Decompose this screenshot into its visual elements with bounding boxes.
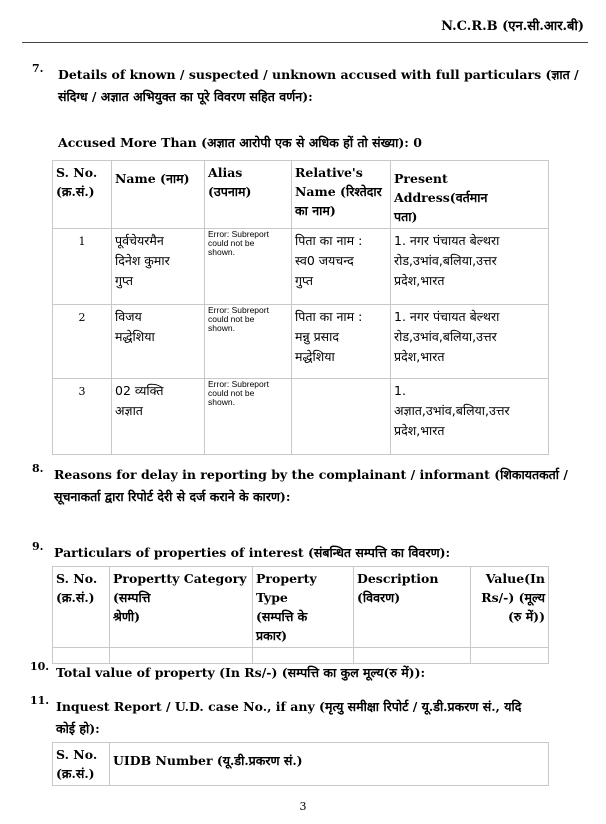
row-name-line: 02 व्यक्ति	[115, 383, 164, 398]
col-sno-label: S. No.	[56, 747, 98, 762]
row-alias-line: could not be	[208, 388, 255, 398]
row-address-line: 1. नगर पंचायत बेल्थरा	[394, 233, 500, 248]
section-11-number: 11.	[30, 694, 50, 707]
row-sno: 2	[53, 305, 112, 379]
row-relative	[292, 379, 391, 455]
row-alias-line: could not be	[208, 238, 255, 248]
row-alias-line: shown.	[208, 323, 235, 333]
row-alias-line: Error: Subreport	[208, 229, 269, 239]
col-uidb	[110, 743, 549, 786]
col-category-line1: Propertty Category	[113, 571, 247, 586]
row-address	[391, 305, 549, 379]
row-alias-line: Error: Subreport	[208, 305, 269, 315]
row-address-line: अज्ञात,उभांव,बलिया,उत्तर	[394, 403, 510, 418]
col-type-line1: Property Type	[256, 571, 317, 605]
col-value-line3: (रु में))	[507, 609, 545, 624]
row-address-line: प्रदेश,भारत	[394, 349, 445, 364]
section-8-heading-line2: सूचनाकर्ता द्वारा रिपोर्ट देरी से दर्ज कराने के कारण):	[54, 489, 291, 504]
col-description-line1: Description	[357, 571, 439, 586]
section-11-heading	[56, 696, 596, 740]
inquest-table	[52, 742, 549, 786]
section-8-heading-line1: Reasons for delay in reporting by the complainant / informant (शिकायतकर्ता /	[54, 467, 568, 482]
row-name	[112, 229, 205, 305]
section-11-heading-line1: Inquest Report / U.D. case No., if any (मृत्यु समीक्षा रिपोर्ट / यू.डी.प्रकरण सं., यदि	[56, 699, 522, 714]
col-category-line2: (सम्पत्ति	[113, 590, 151, 605]
section-8-heading	[54, 464, 594, 508]
row-relative-line: स्व0 जयचन्द	[295, 253, 354, 268]
row-name-line: विजय	[115, 309, 142, 324]
row-address-line: रोड,उभांव,बलिया,उत्तर	[394, 329, 497, 344]
col-address	[391, 161, 549, 229]
row-relative-line: मन्नु प्रसाद	[295, 329, 340, 344]
row-relative-line: पिता का नाम :	[295, 233, 363, 248]
col-sno	[53, 743, 110, 786]
row-address-line: प्रदेश,भारत	[394, 423, 445, 438]
page-number: 3	[299, 800, 307, 813]
row-alias	[205, 379, 292, 455]
row-relative-line: मद्धेशिया	[295, 349, 335, 364]
row-alias	[205, 305, 292, 379]
row-name	[112, 305, 205, 379]
row-name-line: पूर्वचेयरमैन	[115, 233, 164, 248]
section-7-heading-line1: Details of known / suspected / unknown accused with full particulars (ज्ञात /	[58, 67, 579, 82]
col-sno	[53, 161, 112, 229]
table-row	[53, 229, 549, 305]
table-row	[53, 305, 549, 379]
section-7-heading	[58, 64, 593, 108]
row-name-line: दिनेश कुमार	[115, 253, 170, 268]
col-value-line2: Rs/-) (मूल्य	[481, 590, 545, 605]
row-address	[391, 379, 549, 455]
row-address-line: रोड,उभांव,बलिया,उत्तर	[394, 253, 497, 268]
row-address-line: 1.	[394, 383, 406, 398]
section-11-heading-line2: कोई हो):	[56, 721, 100, 736]
row-name	[112, 379, 205, 455]
col-type-line3: प्रकार)	[256, 628, 287, 643]
row-address-line: प्रदेश,भारत	[394, 273, 445, 288]
section-9-number: 9.	[32, 540, 44, 553]
row-address-line: 1. नगर पंचायत बेल्थरा	[394, 309, 500, 324]
section-9-heading: Particulars of properties of interest (संबन्धित सम्पत्ति का विवरण):	[54, 545, 451, 560]
row-sno: 3	[53, 379, 112, 455]
property-table-header	[53, 567, 549, 648]
row-alias-line: could not be	[208, 314, 255, 324]
row-alias-line: shown.	[208, 247, 235, 257]
row-alias-line: Error: Subreport	[208, 379, 269, 389]
col-alias-label: Alias	[208, 165, 243, 180]
col-category	[110, 567, 253, 648]
col-sno-hindi: (क्र.सं.)	[56, 766, 95, 781]
section-10-number: 10.	[30, 660, 50, 673]
col-sno-hindi: (क्र.सं.)	[56, 590, 95, 605]
section-7-heading-line2: संदिग्ध / अज्ञात अभियुक्त का पूरे विवरण सहित वर्णन):	[58, 89, 313, 104]
col-relative-line2: Name (रिश्तेदार	[295, 184, 382, 199]
col-uidb-label: UIDB Number (यू.डी.प्रकरण सं.)	[113, 753, 303, 768]
section-7-number: 7.	[32, 62, 44, 75]
header-title: N.C.R.B (एन.सी.आर.बी)	[441, 19, 584, 34]
row-name-line: गुप्त	[115, 273, 134, 288]
col-description	[354, 567, 471, 648]
col-value-line1: Value(In	[485, 571, 545, 586]
row-relative	[292, 305, 391, 379]
row-name-line: मद्धेशिया	[115, 329, 155, 344]
row-alias-line: shown.	[208, 397, 235, 407]
row-alias	[205, 229, 292, 305]
col-relative-line3: का नाम)	[295, 203, 336, 218]
col-value	[471, 567, 549, 648]
col-sno-hindi: (क्र.सं.)	[56, 184, 95, 199]
col-address-line2: पता)	[394, 209, 418, 224]
col-relative	[292, 161, 391, 229]
col-sno-label: S. No.	[56, 571, 98, 586]
col-relative-line1: Relative's	[295, 165, 363, 180]
col-address-line1: Present Address(वर्तमान	[394, 171, 488, 205]
header-rule	[22, 42, 588, 43]
accused-table-header	[53, 161, 549, 229]
col-description-line2: (विवरण)	[357, 590, 401, 605]
col-type-line2: (सम्पत्ति के	[256, 609, 308, 624]
accused-table	[52, 160, 549, 455]
section-8-number: 8.	[32, 462, 44, 475]
empty-cell	[471, 648, 549, 664]
row-relative	[292, 229, 391, 305]
row-sno: 1	[53, 229, 112, 305]
col-alias-hindi: (उपनाम)	[208, 184, 252, 199]
row-address	[391, 229, 549, 305]
col-name-label: Name (नाम)	[115, 171, 190, 186]
col-name	[112, 161, 205, 229]
inquest-table-header	[53, 743, 549, 786]
col-type	[253, 567, 354, 648]
col-sno	[53, 567, 110, 648]
row-name-line: अज्ञात	[115, 403, 143, 418]
table-row	[53, 379, 549, 455]
row-relative-line: गुप्त	[295, 273, 314, 288]
section-10-heading: Total value of property (In Rs/-) (सम्पत्ति का कुल मूल्य(रु में)):	[56, 665, 426, 680]
row-relative-line: पिता का नाम :	[295, 309, 363, 324]
col-sno-label: S. No.	[56, 165, 98, 180]
col-alias	[205, 161, 292, 229]
property-table	[52, 566, 549, 664]
accused-count-label: Accused More Than (अज्ञात आरोपी एक से अधिक हों तो संख्या): 0	[58, 135, 422, 150]
col-category-line3: श्रेणी)	[113, 609, 141, 624]
